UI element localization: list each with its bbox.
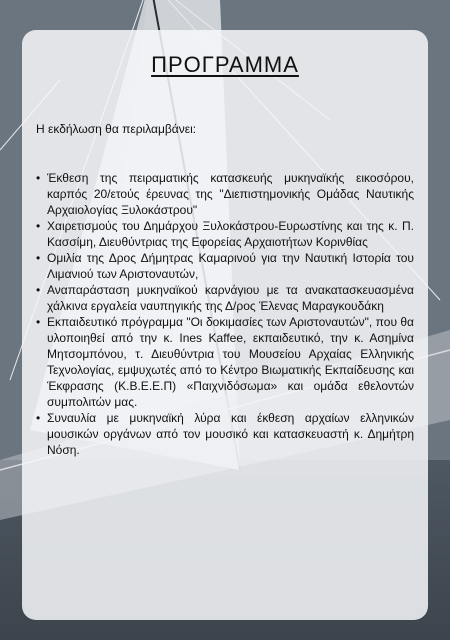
bullet: • bbox=[36, 411, 41, 425]
list-item-text: Έκθεση της πειραματικής κατασκευής μυκηναϊκής εικοσόρου, καρπός 20/ετούς έρευνας της "Διεπιστημονικής Ομάδας Ναυτικής Αρχαιολογίας Ξυλοκάστρου" bbox=[47, 171, 414, 217]
list-item bbox=[36, 218, 414, 250]
list-item bbox=[36, 170, 414, 218]
list-item-text: Αναπαράσταση μυκηναϊκού καρνάγιου με τα ανακατασκευασμένα χάλκινα εργαλεία ναυπηγικής της Δ/ρος Έλενας Μαραγκουδάκη bbox=[47, 283, 414, 313]
bullet: • bbox=[36, 283, 41, 297]
list-item bbox=[36, 314, 414, 410]
list-item bbox=[36, 250, 414, 282]
intro-text: Η εκδήλωση θα περιλαμβάνει: bbox=[36, 122, 197, 136]
page-title: ΠΡΟΓΡΑΜΜΑ bbox=[151, 52, 299, 77]
list-item bbox=[36, 410, 414, 458]
program-list bbox=[36, 170, 414, 458]
bullet: • bbox=[36, 171, 41, 185]
bullet: • bbox=[36, 251, 41, 265]
bullet: • bbox=[36, 219, 41, 233]
list-item-text: Συναυλία με μυκηναϊκή λύρα και έκθεση αρχαίων ελληνικών μουσικών οργάνων από τον μουσικό και κατασκευαστή κ. Δημήτρη Νόση. bbox=[47, 411, 414, 457]
list-item-text: Χαιρετισμούς του Δημάρχου Ξυλοκάστρου-Ευρωστίνης και της κ. Π. Κασσίμη, Διευθύντριας της Εφορείας Αρχαιοτήτων Κορινθίας bbox=[47, 219, 414, 249]
list-item bbox=[36, 282, 414, 314]
program-card bbox=[22, 30, 428, 620]
bullet: • bbox=[36, 315, 41, 329]
list-item-text: Εκπαιδευτικό πρόγραμμα "Οι δοκιμασίες των Αριστοναυτών", που θα υλοποιηθεί από την κ. Ines Kaffee, εκπαιδευτικό, την κ. Ασημίνα Μητσομπόνου, τ. Διευθύντρια του Μουσείου Αρχαίας Ελληνικής Τεχνολογίας, εμψυχωτές από το Κέντρο Βιωματικής Εκπαίδευσης και Έκφρασης (Κ.Β.Ε.Ε.Π) «Παιχνιδόσωμα» και ομάδα εθελοντών συμπολιτών μας. bbox=[47, 315, 414, 409]
list-item-text: Ομιλία της Δρος Δήμητρας Καμαρινού για την Ναυτική Ιστορία του Λιμανιού των Αριστοναυτών, bbox=[47, 251, 414, 281]
